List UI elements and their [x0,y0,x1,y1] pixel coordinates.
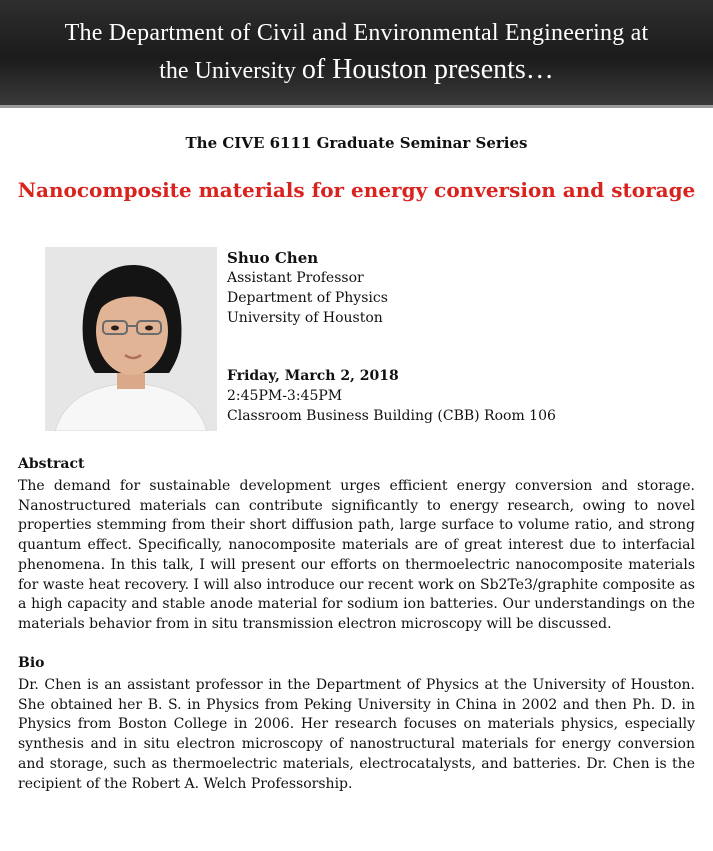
speaker-info [227,248,388,328]
speaker-name: Shuo Chen [227,249,319,267]
event-time: 2:45PM-3:45PM [227,388,343,404]
seminar-series: The CIVE 6111 Graduate Seminar Series [185,134,528,152]
banner-line-2 [0,54,713,86]
banner-line-2-start: the University [159,58,302,84]
banner-line-1: The Department of Civil and Environmental Engineering at [64,20,649,46]
banner-line-2-emphasis: of Houston presents… [301,54,554,85]
bio-text: Dr. Chen is an assistant professor in the Department of Physics at the University of Houston. She obtained her B. S. in Physics from Peking University in China in 2002 and then Ph. D. in Physics from Boston College in 2006. Her research focuses on materials physics, especially synthesis and in situ electron microscopy of nanostructural materials for energy conversion and storage, such as thermoelectric materials, electrocatalysts, and batteries. Dr. Chen is the recipient of the Robert A. Welch Professorship. [18,677,695,792]
speaker-position: Assistant Professor [227,270,364,286]
event-date: Friday, March 2, 2018 [227,368,399,384]
speaker-institution: University of Houston [227,310,383,326]
event-info [227,366,556,426]
event-location: Classroom Business Building (CBB) Room 106 [227,408,556,424]
header-banner [0,0,713,108]
speaker-department: Department of Physics [227,290,388,306]
talk-title: Nanocomposite materials for energy conversion and storage [17,178,696,202]
speaker-photo [45,247,217,431]
abstract-text: The demand for sustainable development urges efficient energy conversion and storage. Nanostructured materials can contribute significantly to energy research, owing to novel properties stemming from their short diffusion path, large surface to volume ratio, and strong quantum effect. Specifically, nanocomposite materials are of great interest due to interfacial phenomena. In this talk, I will present our efforts on thermoelectric nanocomposite materials for waste heat recovery. I will also introduce our recent work on Sb2Te3/graphite composite as a high capacity and stable anode material for sodium ion batteries. Our understandings on the materials behavior from in situ transmission electron microscopy will be discussed. [18,478,695,632]
abstract-heading: Abstract [18,456,85,472]
bio-heading: Bio [18,655,45,671]
